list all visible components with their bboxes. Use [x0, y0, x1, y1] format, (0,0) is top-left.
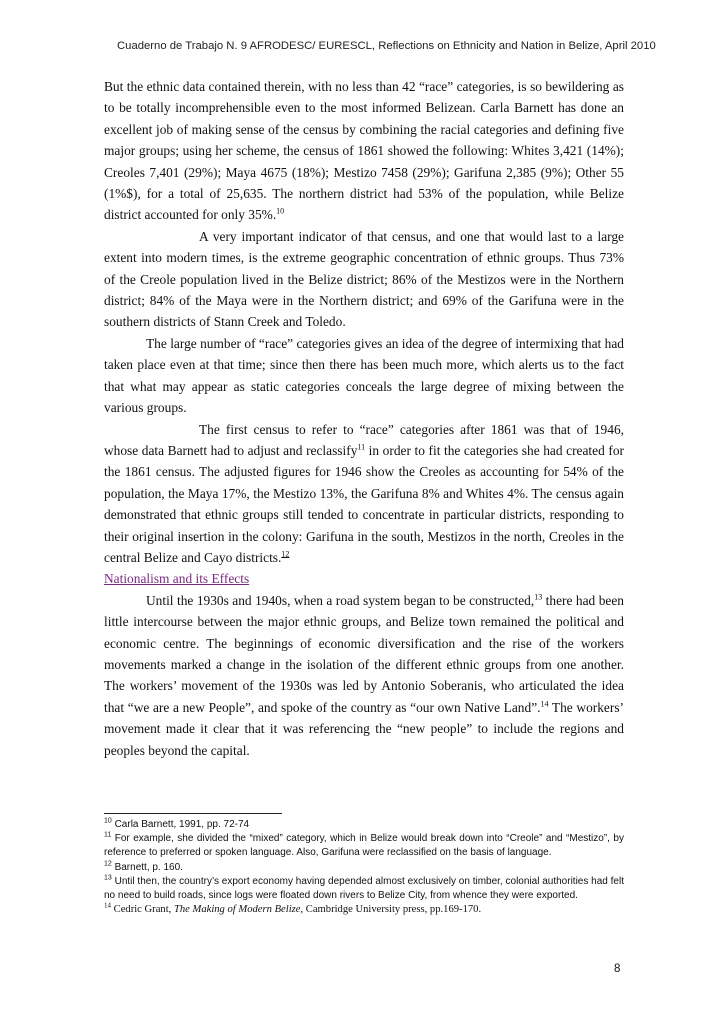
footnote-ref[interactable]: 11: [357, 442, 366, 452]
footnote-separator: [104, 813, 282, 814]
footnote-text: Carla Barnett, 1991, pp. 72-74: [111, 819, 250, 830]
footnote-number: 14: [104, 901, 111, 910]
footnote-number: 11: [104, 831, 112, 839]
footnote-text: Cedric Grant,: [111, 904, 174, 916]
footnote-text: Barnett, p. 160.: [111, 861, 183, 873]
footnote-number: 12: [104, 860, 112, 868]
paragraph-3: The large number of “race” categories gives an idea of the degree of intermixing that had taken place even at that time; since then there has been much more, which alerts us to the fact that what may appear as static categories conceals the large degree of mixing between the various groups.: [104, 335, 624, 416]
footnote-14: [104, 903, 624, 917]
paragraph-text: But the ethnic data contained therein, with no less than 42 “race” categories, is so bewildering as to be totally incomprehensible even to the most informed Belizean. Carla Barnett has done an excellent job of making sense of the census by combining the racial categories and defining five major groups; using her scheme, the census of 1861 showed the following: Whites 3,421 (14%); Creoles 7,401 (29%); Maya 4675 (18%); Mestizo 7458 (29%); Garifuna 2,385 (9%); Other 55 (1%$), for a total of 25,635. The northern district had 53% of the population, while Belize district accounted for only 35%.: [104, 79, 624, 223]
paragraph-text: The workers’ movement made it clear that it was referencing the “new people” to include the regions and peoples beyond the capital.: [104, 699, 624, 758]
paragraph-2: A very important indicator of that census, and one that would last to a large extent into modern times, is the extreme geographic concentration of ethnic groups. Thus 73% of the Creole population lived in the Belize district; 86% of the Mestizos were in the Northern district; 84% of the Maya were in the Northern district; and 69% of the Garifuna were in the southern districts of Stann Creek and Toledo.: [104, 228, 624, 330]
paragraph-1: [104, 76, 624, 226]
paragraph-text: The first census to refer to “race” categories after 1861 was that of 1946, whose data Barnett had to adjust and reclassify: [104, 421, 624, 458]
paragraph-text: in order to fit the categories she had created for the 1861 census. The adjusted figures for 1946 show the Creoles as accounting for 54% of the population, the Maya 17%, the Mestizo 13%, the Garifuna 8% and Whites 4%. The census again demonstrated that ethnic groups still tended to concentrate in particular districts, responding to their original insertion in the colony: Garifuna in the south, Mestizos in the north, Creoles in the central Belize and Cayo districts.: [104, 442, 624, 565]
footnote-ref[interactable]: 13: [534, 592, 543, 602]
footnote-11: [104, 832, 624, 860]
footnote-text: For example, she divided the “mixed” category, which in Belize would break down into “Creole” and “Mestizo”, by reference to preferred or spoken language. Also, Garifuna were reclassified on the basis of language.: [104, 833, 624, 859]
page-number: 8: [614, 963, 621, 975]
footnote-number: 10: [104, 817, 112, 825]
footnote-10: [104, 818, 624, 832]
section-heading[interactable]: Nationalism and its Effects: [104, 571, 250, 587]
footnote-12: [104, 861, 624, 875]
footnote-ref[interactable]: 10: [276, 206, 285, 216]
footnote-number: 13: [104, 874, 112, 882]
footnote-ref[interactable]: 12: [281, 549, 290, 559]
paragraph-text: there had been little intercourse between the major ethnic groups, and Belize town remained the political and economic centre. The beginnings of economic diversification and the rise of the workers movements marked a change in the isolation of the different ethnic groups from one another. The workers’ movement of the 1930s was led by Antonio Soberanis, who articulated the idea that “we are a new People”, and spoke of the country as “our own Native Land”.: [104, 592, 624, 715]
book-title: The Making of Modern Belize: [173, 904, 301, 916]
main-body: [104, 76, 624, 761]
page-header: Cuaderno de Trabajo N. 9 AFRODESC/ EURESCL, Reflections on Ethnicity and Nation in Belize, April 2010: [117, 40, 656, 52]
paragraph-4: [104, 419, 624, 569]
footnote-text: , Cambridge University press, pp.169-170.: [300, 904, 482, 916]
footnote-text: Until then, the country’s export economy having depended almost exclusively on timber, colonial authorities had felt no need to build roads, since logs were floated down rivers to Belize City, from whence they were exported.: [104, 875, 624, 902]
paragraph-5: [104, 590, 624, 761]
paragraph-text: Until the 1930s and 1940s, when a road system began to be constructed,: [146, 592, 535, 608]
footnote-13: [104, 875, 624, 903]
footnotes: [104, 818, 624, 917]
footnote-ref[interactable]: 14: [540, 699, 549, 709]
